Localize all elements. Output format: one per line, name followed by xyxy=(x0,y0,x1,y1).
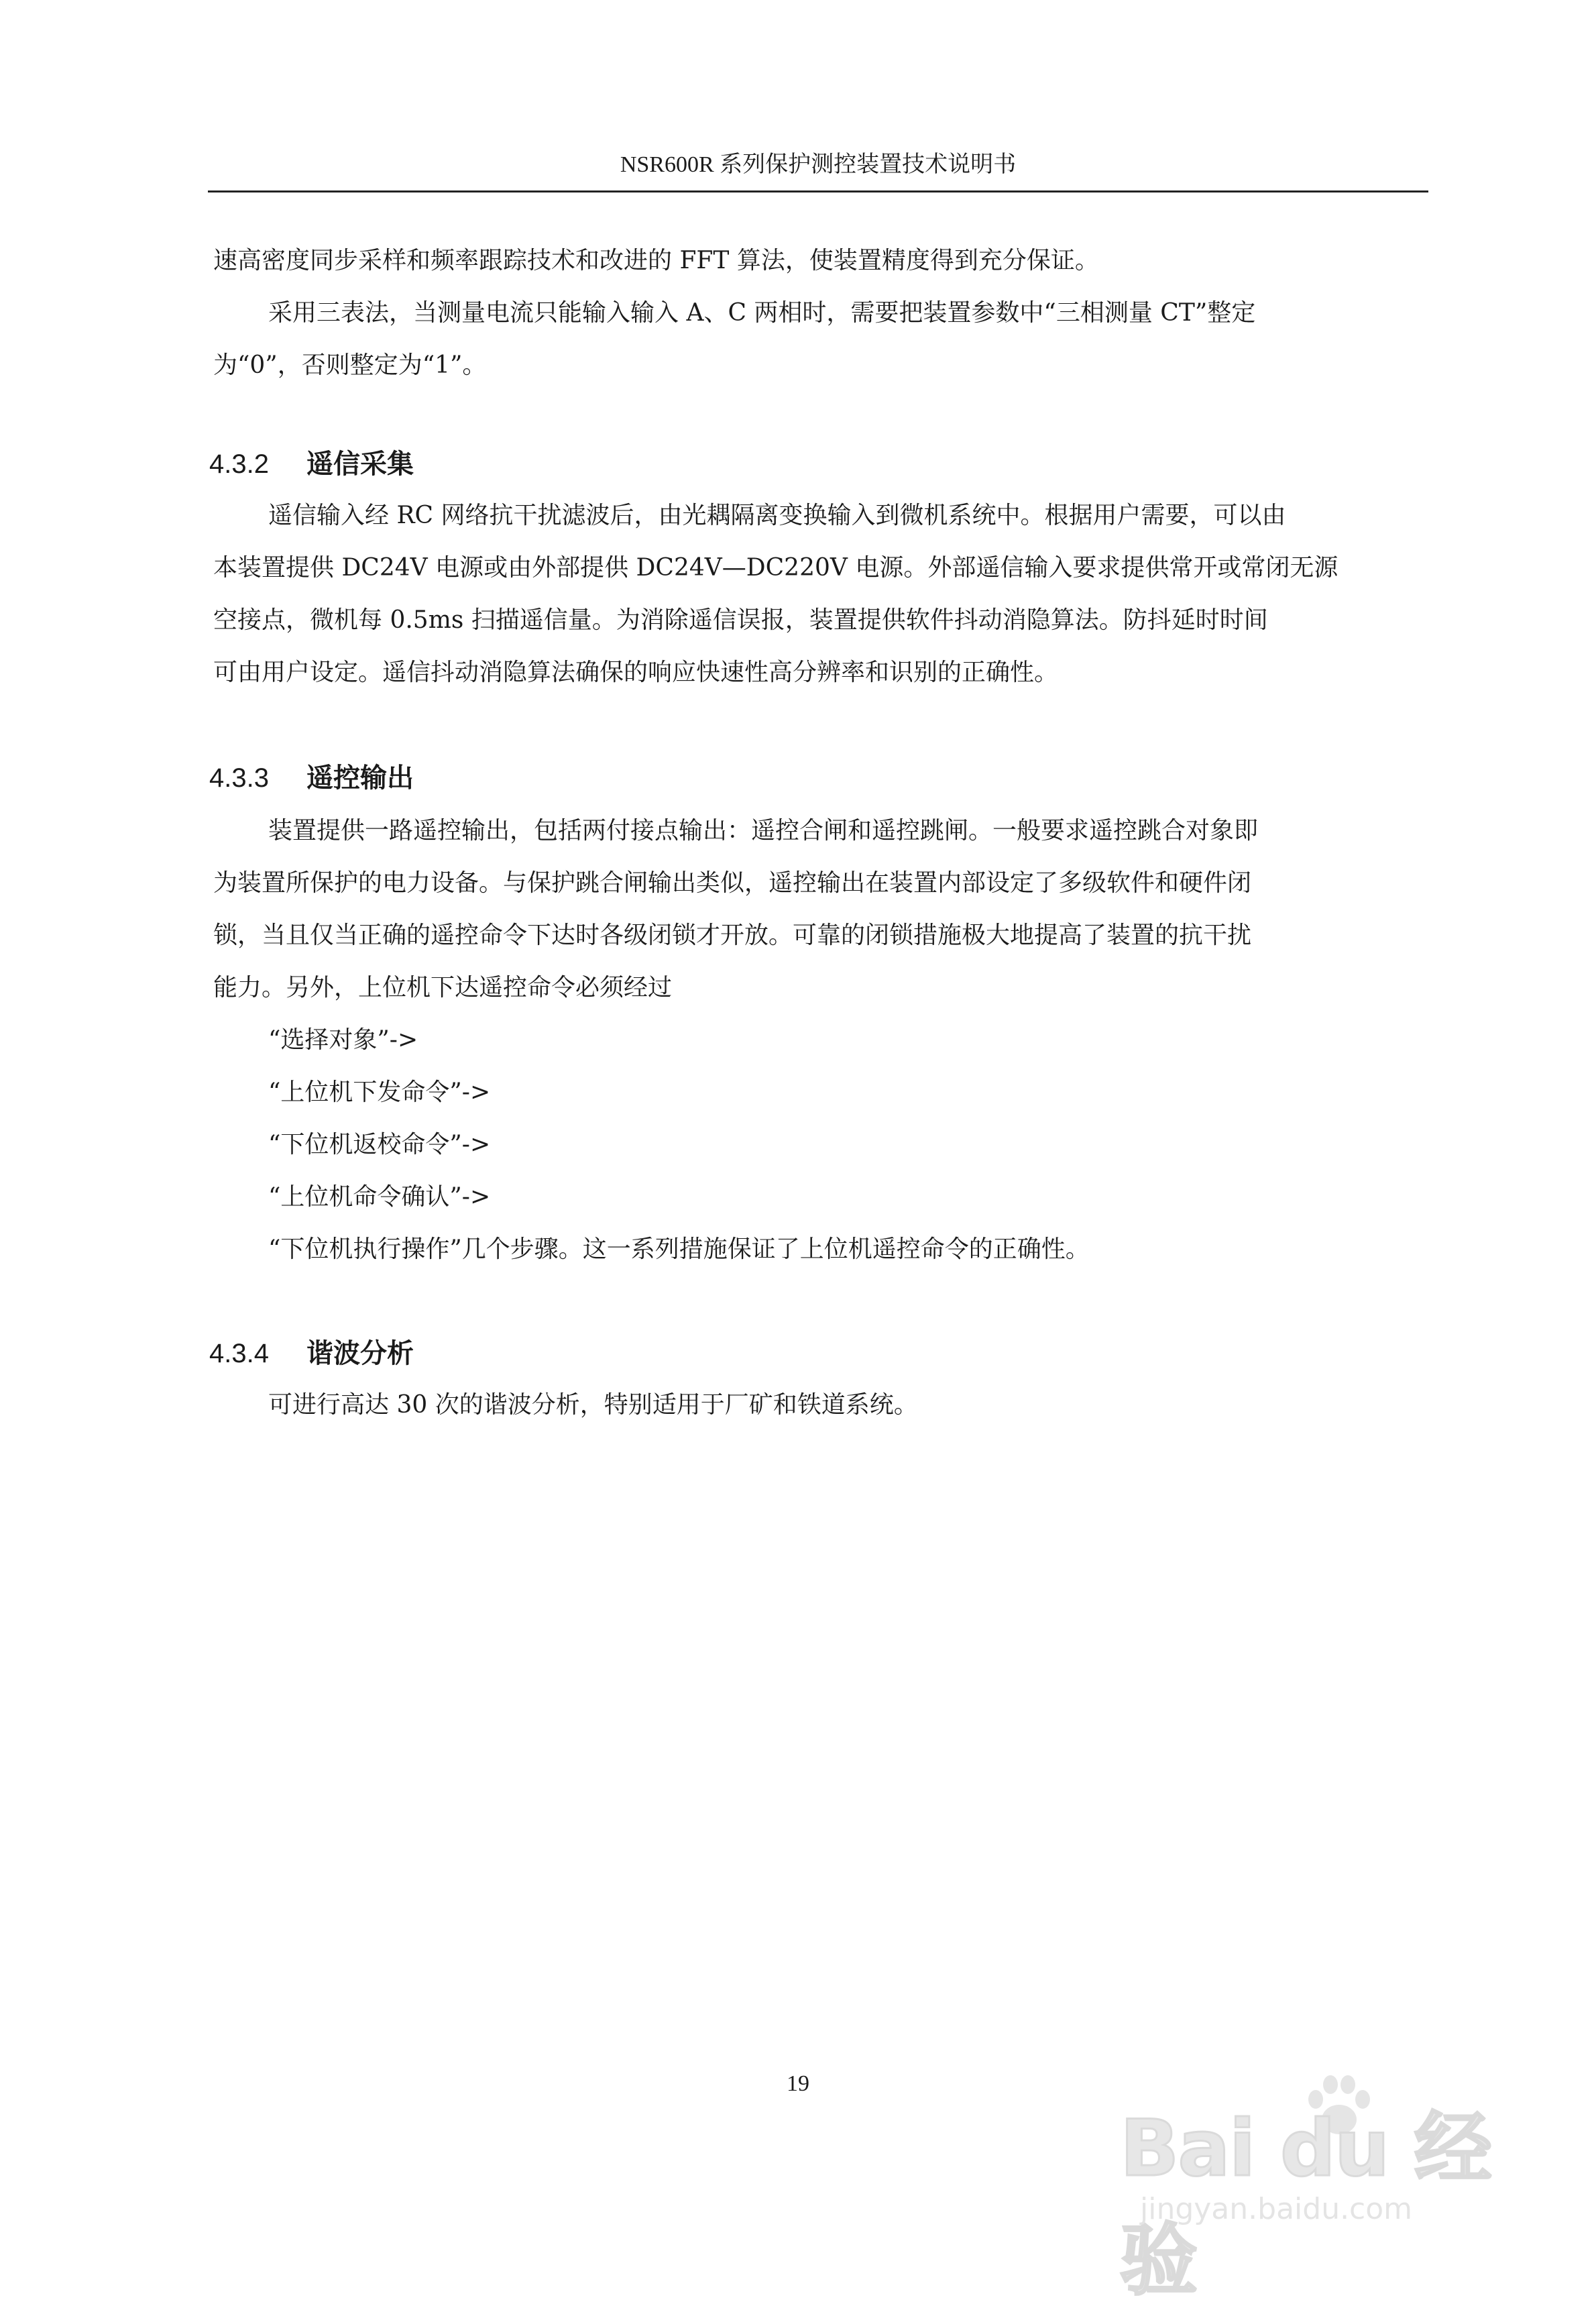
baidu-jingyan-watermark xyxy=(1120,2073,1549,2306)
paragraph-line: 遥信输入经 RC 网络抗干扰滤波后，由光耦隔离变换输入到微机系统中。根据用户需要，可以由 xyxy=(268,502,1286,529)
step-item: “上位机命令确认”-> xyxy=(268,1183,491,1211)
paragraph-line: 速高密度同步采样和频率跟踪技术和改进的 FFT 算法，使装置精度得到充分保证。 xyxy=(213,247,1099,274)
step-item: “下位机执行操作”几个步骤。这一系列措施保证了上位机遥控命令的正确性。 xyxy=(268,1235,1090,1263)
step-item: “选择对象”-> xyxy=(268,1026,418,1054)
section-number: 4.3.4 xyxy=(209,1339,269,1368)
paragraph-line: 采用三表法，当测量电流只能输入输入 A、C 两相时，需要把装置参数中“三相测量 CT”整定 xyxy=(268,299,1256,327)
section-number: 4.3.3 xyxy=(209,763,269,793)
section-title: 谐波分析 xyxy=(306,1338,414,1369)
paragraph-line: 可由用户设定。遥信抖动消隐算法确保的响应快速性高分辨率和识别的正确性。 xyxy=(213,659,1059,686)
page-number: 19 xyxy=(787,2071,809,2096)
paragraph-line: 能力。另外，上位机下达遥控命令必须经过 xyxy=(213,974,673,1001)
step-item: “下位机返校命令”-> xyxy=(268,1131,491,1158)
document-header-title: NSR600R 系列保护测控装置技术说明书 xyxy=(620,152,1017,177)
section-title: 遥控输出 xyxy=(306,763,414,793)
section-title: 遥信采集 xyxy=(306,449,414,480)
paragraph-line: 空接点，微机每 0.5ms 扫描遥信量。为消除遥信误报，装置提供软件抖动消隐算法。防抖延时时间 xyxy=(213,606,1268,634)
section-heading-4-3-4 xyxy=(209,1333,414,1374)
step-item: “上位机下发命令”-> xyxy=(268,1079,491,1106)
paragraph-line: 为“0”，否则整定为“1”。 xyxy=(213,351,487,379)
paragraph-line: 可进行高达 30 次的谐波分析，特别适用于厂矿和铁道系统。 xyxy=(268,1391,918,1419)
watermark-url: jingyan.baidu.com xyxy=(1140,2192,1413,2226)
paragraph-line: 本装置提供 DC24V 电源或由外部提供 DC24V—DC220V 电源。外部遥信输入要求提供常开或常闭无源 xyxy=(213,554,1338,582)
paragraph-line: 装置提供一路遥控输出，包括两付接点输出：遥控合闸和遥控跳闸。一般要求遥控跳合对象即 xyxy=(268,817,1259,844)
watermark-logo-text: Bai du 经验 xyxy=(1120,2103,1491,2306)
paragraph-line: 为装置所保护的电力设备。与保护跳合闸输出类似，遥控输出在装置内部设定了多级软件和硬件闭 xyxy=(213,869,1252,897)
section-heading-4-3-2 xyxy=(209,444,414,484)
section-number: 4.3.2 xyxy=(209,449,269,479)
paragraph-line: 锁，当且仅当正确的遥控命令下达时各级闭锁才开放。可靠的闭锁措施极大地提高了装置的抗干扰 xyxy=(213,922,1252,949)
header-divider xyxy=(208,190,1428,192)
section-heading-4-3-3 xyxy=(209,758,414,798)
